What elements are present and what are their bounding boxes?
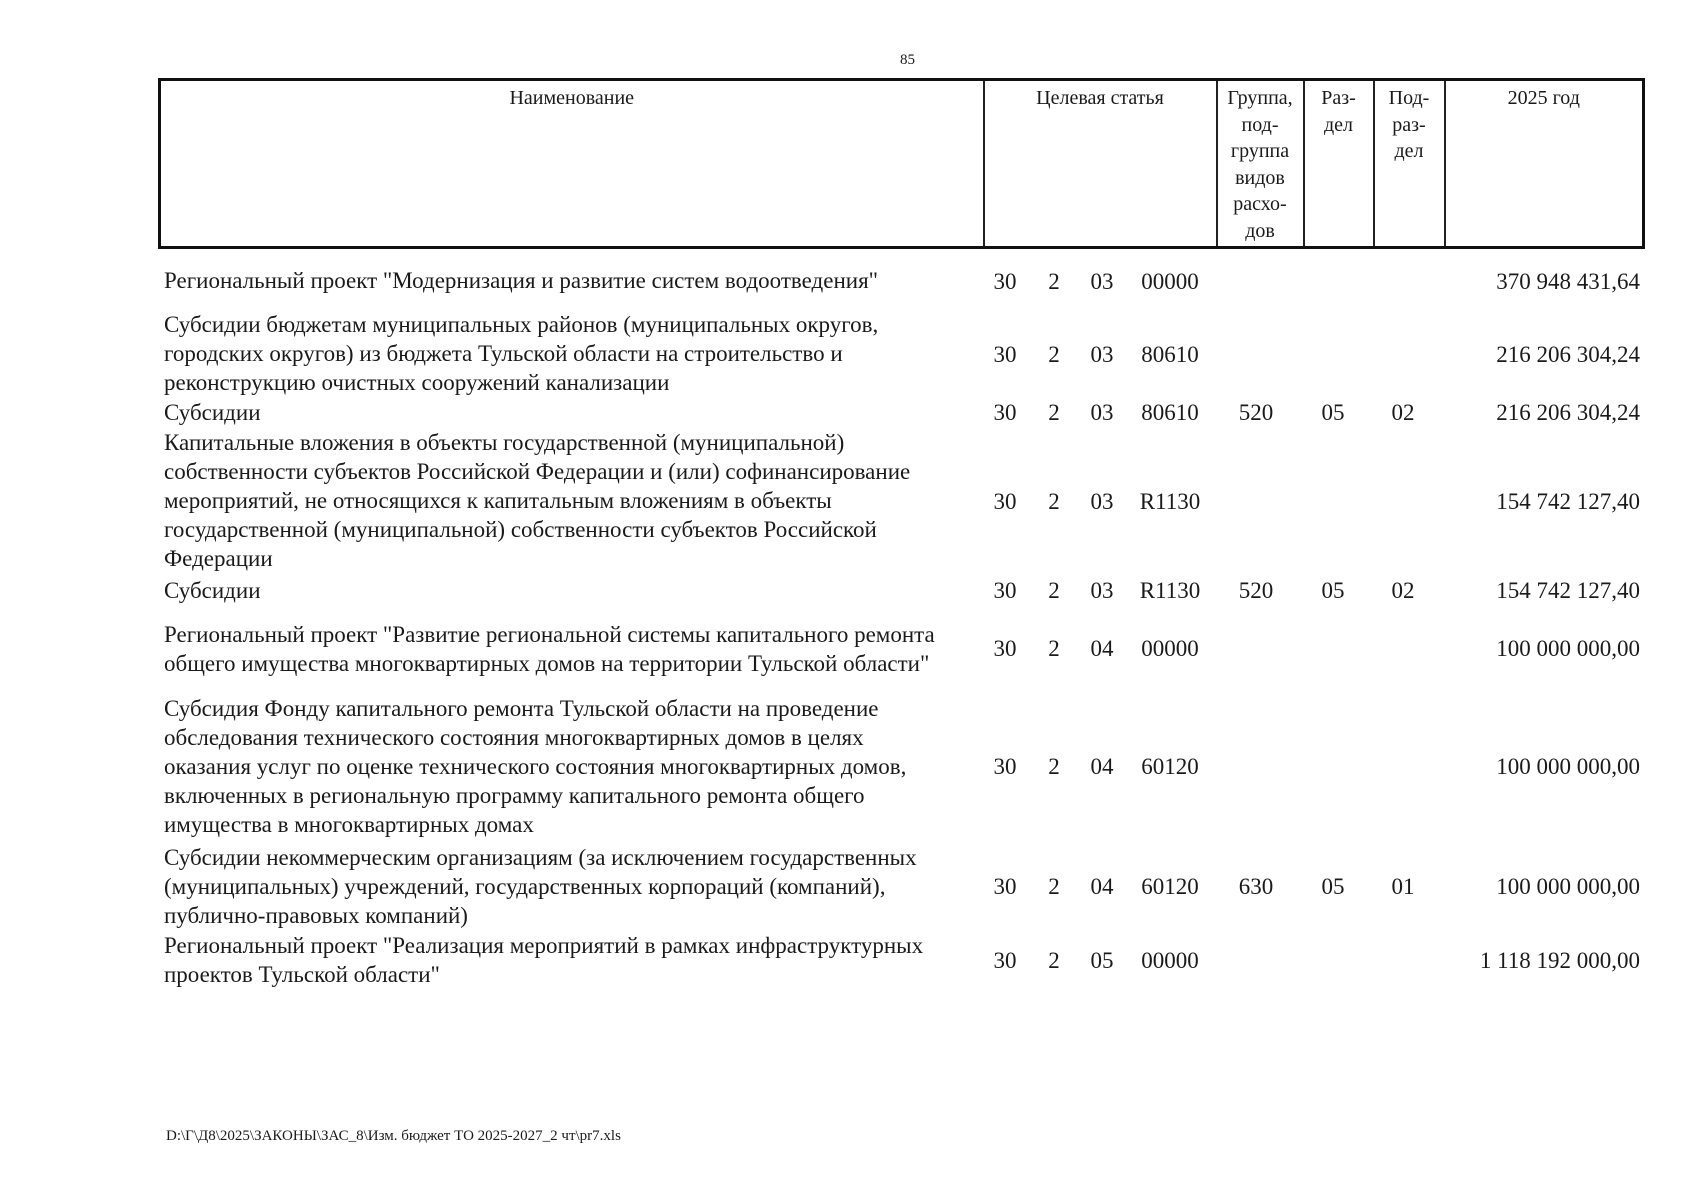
row-name-line: Капитальные вложения в объекты государственной (муниципальной) xyxy=(164,430,845,455)
row-c2: 2 xyxy=(1048,489,1060,514)
header-group: Группа, под- группа видов расхо- дов xyxy=(1217,80,1304,248)
row-c1: 30 xyxy=(993,400,1017,425)
row-name-line: Субсидии xyxy=(164,578,261,603)
row-name xyxy=(164,620,964,678)
row-name-line: общего имущества многоквартирных домов на территории Тульской области" xyxy=(164,651,930,676)
header-target: Целевая статья xyxy=(984,80,1217,248)
row-name-line: включенных в региональную программу капитального ремонта общего xyxy=(164,783,865,808)
row-c2: 2 xyxy=(1048,874,1060,899)
row-name-line: государственной (муниципальной) собственности субъектов Российской xyxy=(164,517,877,542)
page-number: 85 xyxy=(900,52,915,68)
row-c3: 03 xyxy=(1090,578,1114,603)
row-name-line: Федерации xyxy=(164,546,273,571)
row-c2: 2 xyxy=(1048,948,1060,973)
row-name-line: оказания услуг по оценке технического состояния многоквартирных домов, xyxy=(164,754,907,779)
row-c4: 00000 xyxy=(1141,636,1199,661)
row-c3: 04 xyxy=(1090,754,1114,779)
row-c4: 60120 xyxy=(1141,754,1199,779)
header-name: Наименование xyxy=(509,87,635,109)
row-c4: 00000 xyxy=(1141,269,1199,294)
row-amount: 154 742 127,40 xyxy=(1496,578,1640,603)
row-c1: 30 xyxy=(993,269,1017,294)
row-name-line: (муниципальных) учреждений, государственных корпораций (компаний), xyxy=(164,874,886,899)
row-amount: 100 000 000,00 xyxy=(1496,636,1640,661)
row-name-line: Субсидии xyxy=(164,400,261,425)
row-name-line: Субсидия Фонду капитального ремонта Тульской области на проведение xyxy=(164,696,879,721)
row-amount: 216 206 304,24 xyxy=(1496,342,1640,367)
row-amount: 154 742 127,40 xyxy=(1496,489,1640,514)
row-name-line: публично-правовых компаний) xyxy=(164,903,468,928)
row-amount: 100 000 000,00 xyxy=(1496,754,1640,779)
row-c1: 30 xyxy=(993,874,1017,899)
row-c1: 30 xyxy=(993,754,1017,779)
row-name xyxy=(164,931,964,989)
row-name xyxy=(164,266,964,295)
row-name-line: мероприятий, не относящихся к капитальным вложениям в объекты xyxy=(164,488,832,513)
row-name-line: городских округов) из бюджета Тульской области на строительство и xyxy=(164,341,843,366)
row-name-line: имущества в многоквартирных домах xyxy=(164,812,534,837)
row-subsection: 01 xyxy=(1391,874,1415,899)
row-name-line: собственности субъектов Российской Федерации и (или) софинансирование xyxy=(164,459,911,484)
row-name-line: Региональный проект "Реализация мероприятий в рамках инфраструктурных xyxy=(164,933,924,958)
row-c3: 03 xyxy=(1090,489,1114,514)
row-name xyxy=(164,428,964,573)
row-c3: 03 xyxy=(1090,400,1114,425)
row-subsection: 02 xyxy=(1391,578,1415,603)
row-name-line: Субсидии некоммерческим организациям (за исключением государственных xyxy=(164,845,917,870)
table-header xyxy=(158,78,1645,249)
row-section: 05 xyxy=(1321,578,1345,603)
row-c2: 2 xyxy=(1048,400,1060,425)
row-name xyxy=(164,398,964,427)
row-name xyxy=(164,310,964,397)
row-amount: 216 206 304,24 xyxy=(1496,400,1640,425)
file-path-footer: D:\Г\Д8\2025\ЗАКОНЫ\ЗАС_8\Изм. бюджет ТО 2025-2027_2 чт\pr7.xls xyxy=(166,1128,621,1144)
row-name xyxy=(164,843,964,930)
row-c2: 2 xyxy=(1048,342,1060,367)
row-name xyxy=(164,694,964,839)
row-c4: 00000 xyxy=(1141,948,1199,973)
header-subsection: Под- раз- дел xyxy=(1374,80,1445,248)
row-amount: 100 000 000,00 xyxy=(1496,874,1640,899)
header-year: 2025 год xyxy=(1445,80,1644,248)
row-c3: 03 xyxy=(1090,342,1114,367)
row-c2: 2 xyxy=(1048,578,1060,603)
row-c1: 30 xyxy=(993,948,1017,973)
row-section: 05 xyxy=(1321,400,1345,425)
row-c4: 80610 xyxy=(1141,342,1199,367)
row-name xyxy=(164,576,964,605)
row-name-line: Субсидии бюджетам муниципальных районов (муниципальных округов, xyxy=(164,312,879,337)
row-c1: 30 xyxy=(993,636,1017,661)
row-c4: R1130 xyxy=(1139,489,1201,514)
row-c4: R1130 xyxy=(1139,578,1201,603)
row-c3: 03 xyxy=(1090,269,1114,294)
row-c1: 30 xyxy=(993,342,1017,367)
row-c1: 30 xyxy=(993,489,1017,514)
row-name-line: обследования технического состояния многоквартирных домов в целях xyxy=(164,725,864,750)
row-c4: 60120 xyxy=(1141,874,1199,899)
row-group: 520 xyxy=(1238,400,1274,425)
row-c2: 2 xyxy=(1048,636,1060,661)
row-c3: 04 xyxy=(1090,636,1114,661)
row-group: 520 xyxy=(1238,578,1274,603)
row-c4: 80610 xyxy=(1141,400,1199,425)
row-subsection: 02 xyxy=(1391,400,1415,425)
row-c2: 2 xyxy=(1048,754,1060,779)
row-c1: 30 xyxy=(993,578,1017,603)
row-name-line: проектов Тульской области" xyxy=(164,962,440,987)
row-c3: 04 xyxy=(1090,874,1114,899)
row-c3: 05 xyxy=(1090,948,1114,973)
row-section: 05 xyxy=(1321,874,1345,899)
row-group: 630 xyxy=(1238,874,1274,899)
row-amount: 1 118 192 000,00 xyxy=(1479,948,1640,973)
header-section: Раз- дел xyxy=(1304,80,1374,248)
row-name-line: Региональный проект "Развитие региональной системы капитального ремонта xyxy=(164,622,935,647)
row-c2: 2 xyxy=(1048,269,1060,294)
row-amount: 370 948 431,64 xyxy=(1496,269,1640,294)
row-name-line: Региональный проект "Модернизация и развитие систем водоотведения" xyxy=(164,268,879,293)
row-name-line: реконструкцию очистных сооружений канализации xyxy=(164,370,670,395)
